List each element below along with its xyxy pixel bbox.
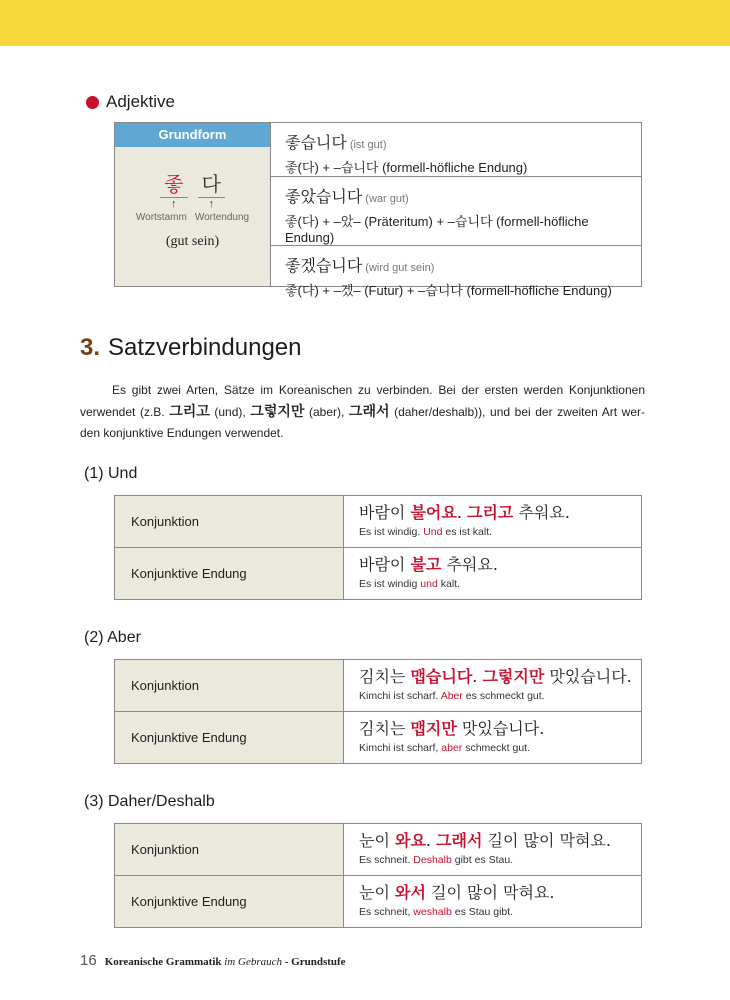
german-translation: Kimchi ist scharf. Aber es schmeckt gut. <box>359 690 545 702</box>
wortstamm-label: Wortstamm <box>135 212 187 223</box>
table-row <box>115 824 641 876</box>
adjektive-heading <box>86 92 175 112</box>
up-arrow-icon: ↑ <box>171 198 177 210</box>
conjugation-cells <box>271 123 641 298</box>
conjugation-formula: 좋(다) + –았– (Präteritum) + –습니다 (formell-höfliche Endung) <box>285 214 589 245</box>
german-translation: Kimchi ist scharf, aber schmeckt gut. <box>359 742 530 754</box>
table-row <box>115 548 641 599</box>
grundform-meaning: (gut sein) <box>165 234 220 249</box>
row-label: Konjunktion <box>115 824 344 875</box>
row-label: Konjunktive Endung <box>115 712 344 763</box>
section-title <box>80 334 302 362</box>
section-number: 3. <box>80 334 101 361</box>
paragraph-text: (daher/deshalb)), und bei der zweiten Art wer-den konjunktive Endungen verwendet. <box>80 405 646 440</box>
korean-sentence: 눈이 와서 길이 많이 막혀요. <box>359 883 555 902</box>
korean-sentence: 김치는 맵지만 맛있습니다. <box>359 719 545 738</box>
subsection-heading-aber: (2) Aber <box>84 629 141 646</box>
row-content <box>344 824 641 875</box>
section-title-text: Satzverbindungen <box>108 334 302 361</box>
row-label: Konjunktion <box>115 660 344 711</box>
table-row <box>115 660 641 712</box>
german-translation: Es ist windig. Und es ist kalt. <box>359 526 493 538</box>
up-arrow-icon: ↑ <box>208 198 214 210</box>
conjugation-row <box>271 177 641 246</box>
conjugation-formula: 좋(다) + –겠– (Futur) + –습니다 (formell-höfliche Endung) <box>285 283 612 298</box>
page-number: 16 <box>80 952 97 969</box>
row-content <box>344 548 641 599</box>
table-row <box>115 712 641 763</box>
row-content <box>344 876 641 927</box>
page-footer <box>80 952 346 969</box>
conjugated-gloss: (ist gut) <box>349 139 387 151</box>
conjunction-example: 그렇지만 <box>250 403 305 419</box>
adjektive-heading-text: Adjektive <box>106 92 175 111</box>
conjugated-form: 좋겠습니다 <box>285 256 363 275</box>
bullet-dot-icon <box>86 96 99 109</box>
subsection-heading-und: (1) Und <box>84 465 138 482</box>
paragraph-text: (aber), <box>304 405 349 419</box>
conjugation-row <box>271 246 641 299</box>
example-table-daher <box>114 823 642 928</box>
row-label: Konjunktive Endung <box>115 876 344 927</box>
row-content <box>344 660 641 711</box>
table-row <box>115 876 641 927</box>
adjektive-table <box>114 122 642 298</box>
conjugated-form: 좋습니다 <box>285 133 347 152</box>
conjugated-gloss: (wird gut sein) <box>365 262 435 274</box>
word-ending: 다 <box>198 168 225 198</box>
grundform-header: Grundform <box>115 123 270 147</box>
grundform-cell <box>115 123 271 286</box>
grundform-chars <box>115 168 270 198</box>
conjugated-form: 좋았습니다 <box>285 187 363 206</box>
intro-paragraph <box>80 380 645 444</box>
top-color-bar <box>0 0 730 46</box>
conjugation-row <box>271 123 641 177</box>
paragraph-text: (und), <box>209 405 251 419</box>
korean-sentence: 눈이 와요. 그래서 길이 많이 막혀요. <box>359 831 612 850</box>
arrow-row <box>115 198 270 210</box>
subsection-heading-daher: (3) Daher/Deshalb <box>84 793 215 810</box>
row-label: Konjunktive Endung <box>115 548 344 599</box>
stem-ending-labels <box>115 212 270 223</box>
german-translation: Es schneit, weshalb es Stau gibt. <box>359 906 514 918</box>
korean-sentence: 바람이 불고 추워요. <box>359 555 498 574</box>
conjugated-gloss: (war gut) <box>365 193 409 205</box>
wortendung-label: Wortendung <box>194 212 250 223</box>
german-translation: Es ist windig und kalt. <box>359 578 460 590</box>
conjugation-formula: 좋(다) + –습니다 (formell-höfliche Endung) <box>285 160 528 175</box>
book-title: Koreanische Grammatik im Gebrauch - Grundstufe <box>104 956 346 968</box>
example-table-und <box>114 495 642 600</box>
example-table-aber <box>114 659 642 764</box>
table-row <box>115 496 641 548</box>
korean-sentence: 김치는 맵습니다. 그렇지만 맛있습니다. <box>359 667 632 686</box>
word-stem: 좋 <box>160 168 187 198</box>
korean-sentence: 바람이 불어요. 그리고 추워요. <box>359 503 570 522</box>
german-translation: Es schneit. Deshalb gibt es Stau. <box>359 854 514 866</box>
paragraph-text: Es gibt zwei Arten, Sätze im Koreanischen zu verbinden. Bei der ersten werden Konjunktionen verwendet (z.B. <box>80 383 645 419</box>
row-content <box>344 496 641 547</box>
conjunction-example: 그래서 <box>348 403 390 419</box>
row-label: Konjunktion <box>115 496 344 547</box>
conjunction-example: 그리고 <box>169 403 210 419</box>
row-content <box>344 712 641 763</box>
